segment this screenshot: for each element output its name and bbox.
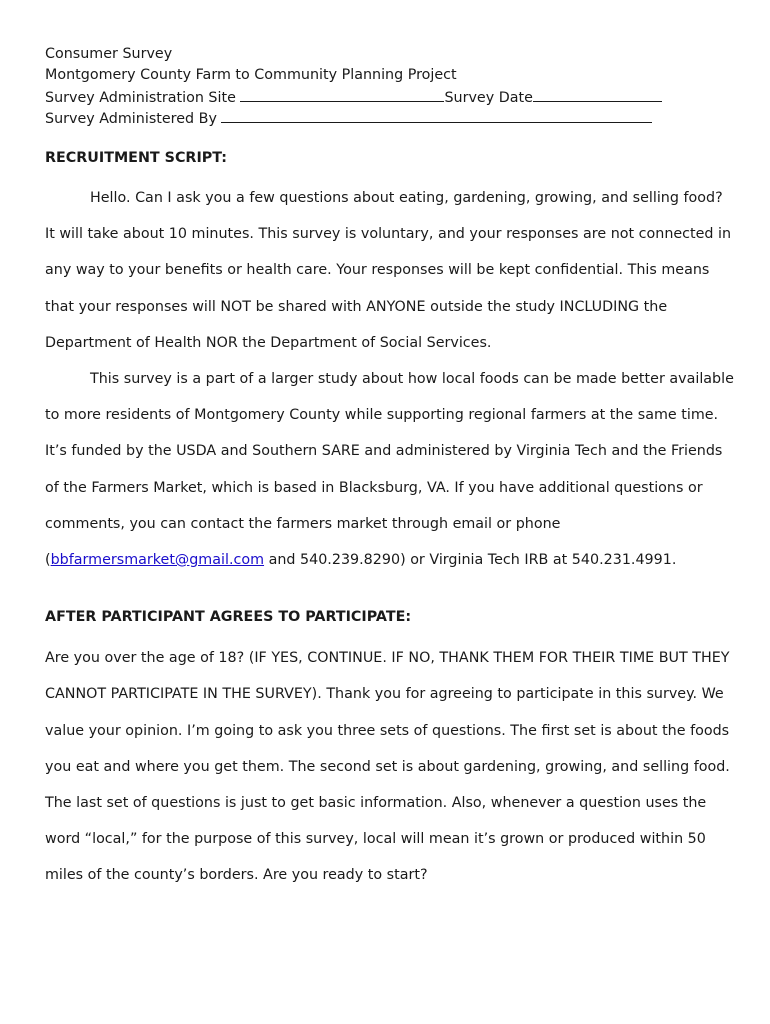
recruitment-p2-contact: and 540.239.8290) or Virginia Tech IRB at 540.231.4991. [264,552,677,569]
project-name: Montgomery County Farm to Community Planning Project [45,67,457,83]
after-agree-title: AFTER PARTICIPANT AGREES TO PARTICIPATE: [45,609,412,626]
survey-document [45,44,735,894]
recruitment-script [45,180,735,578]
administered-line [45,107,735,128]
site-label: Survey Administration Site [45,90,236,106]
recruitment-title: RECRUITMENT SCRIPT: [45,150,227,166]
recruitment-p1-text: Hello. Can I ask you a few questions about eating, gardening, growing, and selling food? It will take about 10 minutes. This survey is voluntary, and your responses are not connected in any way to your benefits or health care. Your responses will be kept confidential. This means that your responses will NOT be shared with ANYONE outside the study INCLUDING the Department of Health NOR the Department of Social Services. [45,190,732,351]
recruitment-paragraph-2 [45,361,735,578]
survey-title: Consumer Survey [45,46,173,62]
administered-blank-field[interactable] [221,107,652,123]
administered-label: Survey Administered By [45,111,217,127]
email-link[interactable]: bbfarmersmarket@gmail.com [50,552,265,569]
after-agree-paragraph: Are you over the age of 18? (IF YES, CONTINUE. IF NO, THANK THEM FOR THEIR TIME BUT THEY CANNOT PARTICIPATE IN THE SURVEY). Thank you for agreeing to participate in this survey. We value your opinion. I’m going to ask you three sets of questions. The first set is about the foods you eat and where you get them. The second set is about gardening, growing, and selling food. The last set of questions is just to get basic information. Also, whenever a question uses the word “local,” for the purpose of this survey, local will mean it’s grown or produced within 50 miles of the county’s borders. Are you ready to start? [45,650,730,884]
recruitment-paragraph-1 [45,180,735,361]
recruitment-p2-text: This survey is a part of a larger study about how local foods can be made better available to more residents of Montgomery County while supporting regional farmers at the same time. It’s funded by the USDA and Southern SARE and administered by Virginia Tech and the Friends of the Farmers Market, which is based in Blacksburg, VA. If you have additional questions or comments, you can contact the farmers market through email or phone ( [45,371,734,569]
date-label: Survey Date [444,90,533,106]
after-agree-script [45,640,735,893]
date-blank-field[interactable] [533,86,662,102]
site-blank-field[interactable] [240,86,444,102]
site-date-line [45,86,735,107]
